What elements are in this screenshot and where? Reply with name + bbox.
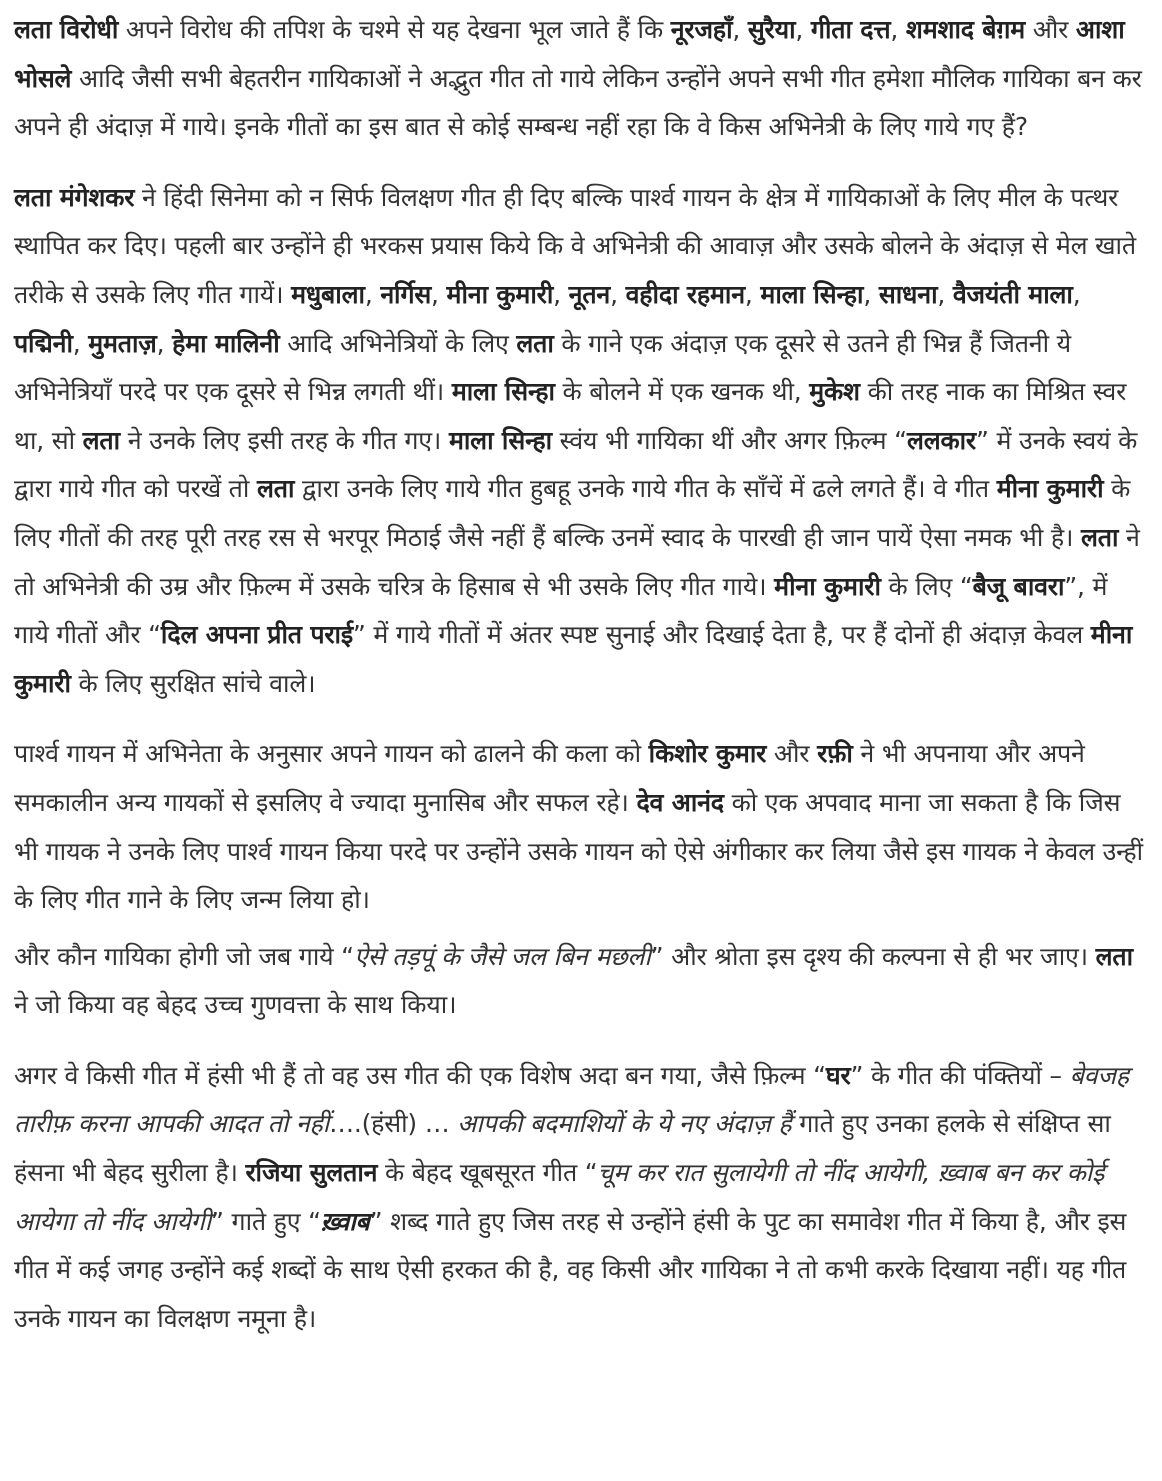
paragraph-lata-critics: [14, 6, 1148, 152]
bold-name: लता विरोधी: [14, 15, 119, 44]
bold-name: माला सिन्हा: [448, 425, 552, 455]
bold-name: मुकेश: [809, 377, 860, 407]
bold-name: हेमा मालिनी: [172, 328, 280, 358]
paragraph-playback-adaptation: [14, 730, 1148, 924]
bold-name: मीना कुमारी: [996, 474, 1104, 504]
text-run: ”, में गाये गीतों और “: [14, 571, 1108, 650]
text-run: द्वारा उनके लिए गाये गीत हुबहू उनके गाये गीत के साँचें में ढले लगते हैं। वे गीत: [294, 474, 997, 504]
italic-lyric: बेवजह तारीफ़ करना आपकी आदत तो नहीं: [14, 1060, 1129, 1139]
italic-lyric: आपकी बदमाशियों के ये नए अंदाज़ हैं: [457, 1109, 792, 1139]
bold-name: दिल अपना प्रीत पराई: [160, 620, 353, 650]
paragraph-spacer: [14, 1030, 1148, 1052]
bold-name: सुरैया: [747, 15, 796, 44]
italic-lyric: चूम कर रात सुलायेगी तो नींद आयेगी, ख़्वाब बन कर कोई आयेगा तो नींद आयेगी: [14, 1158, 1105, 1236]
text-run: के बोलने में एक खनक थी,: [554, 377, 810, 407]
text-run: के बेहद खूबसूरत गीत “: [377, 1158, 598, 1188]
bold-name: लता: [256, 474, 295, 504]
text-run: ने हिंदी सिनेमा को न सिर्फ विलक्षण गीत ही दिए बल्कि पार्श्व गायन के क्षेत्र में गायिकाओं के लिए मील के पत्थर स्थापित कर दिए। पहली बार उन्होंने ही भरकस प्रयास किये कि वे अभिनेत्री की आवाज़ और उसके बोलने के अंदाज़ से मेल खाते तरीके से उसके लिए गीत गायें।: [14, 182, 1136, 309]
bold-name: घर: [825, 1060, 851, 1090]
bold-name: माला सिन्हा: [760, 279, 864, 309]
text-run: ,: [732, 15, 748, 44]
text-run: ” में उनके स्वयं के द्वारा गाये गीत को परखें तो: [14, 425, 1138, 504]
bold-name: लता: [516, 328, 554, 358]
text-run: ,: [431, 279, 447, 309]
text-run: ने तो अभिनेत्री की उम्र और फ़िल्म में उसके चरित्र के हिसाब से भी उसके लिए गीत गाये।: [14, 522, 1140, 601]
text-run: गाते हुए उनका हलके से संक्षिप्त सा हंसना भी बेहद सुरीला है।: [14, 1109, 1111, 1188]
bold-name: वैजयंती माला: [952, 279, 1073, 309]
text-run: ने जो किया वह बेहद उच्च गुणवत्ता के साथ किया।: [14, 990, 457, 1020]
text-run: ” में गाये गीतों में अंतर स्पष्ट सुनाई और दिखाई देता है, पर हैं दोनों ही अंदाज़ केवल: [352, 620, 1091, 650]
text-run: ” शब्द गाते हुए जिस तरह से उन्होंने हंसी के पुट का समावेश गीत में किया है, और इस गीत में कई जगह उन्होंने कई शब्दों के साथ ऐसी हरकत की है, वह किसी और गायिका ने तो कभी करके दिखाया नहीं। यह गीत उनके गायन का विलक्षण नमूना है।: [14, 1206, 1127, 1333]
text-run: ,: [890, 15, 906, 44]
text-run: ,: [795, 15, 811, 44]
paragraph-spacer: [14, 708, 1148, 730]
bold-name: नूरजहाँ: [670, 15, 733, 44]
text-run: अपने विरोध की तपिश के चश्मे से यह देखना भूल जाते हैं कि: [118, 15, 671, 44]
bold-name: लता मंगेशकर: [14, 182, 135, 212]
text-run: ,: [863, 279, 879, 309]
text-run: की तरह नाक का मिश्रित स्वर था, सो: [14, 377, 1127, 455]
bold-name: लता: [1095, 941, 1133, 971]
bold-name: रजिया सुलतान: [245, 1158, 378, 1188]
bold-name: देव आनंद: [636, 787, 724, 817]
text-run: ने भी अपनाया और अपने समकालीन अन्य गायकों से इसलिए वे ज्यादा मुनासिब और सफल रहे।: [14, 739, 1085, 817]
bold-italic-word: ख़्वाब: [320, 1206, 370, 1236]
bold-name: मधुबाला: [291, 279, 365, 309]
text-run: ….(हंसी) …: [329, 1109, 458, 1139]
text-run: ,: [364, 279, 381, 309]
bold-name: लता: [1080, 522, 1119, 552]
paragraph-spacer: [14, 152, 1148, 174]
bold-name: नूतन: [568, 279, 611, 309]
bold-name: शमशाद बेग़म: [905, 15, 1026, 44]
bold-name: मीना कुमारी: [446, 279, 554, 309]
bold-name: गीता दत्त: [810, 15, 891, 44]
text-run: ” और श्रोता इस दृश्य की कल्पना से ही भर जाए।: [650, 941, 1096, 971]
text-run: ,: [610, 279, 626, 309]
paragraph-spacer: [14, 925, 1148, 933]
text-run: ,: [156, 328, 173, 358]
bold-name: किशोर कुमार: [648, 739, 767, 769]
bold-name: ललकार: [906, 425, 976, 455]
text-run: ” के गीत की पंक्तियों –: [850, 1060, 1070, 1090]
text-run: को एक अपवाद माना जा सकता है कि जिस भी गायक ने उनके लिए पार्श्व गायन किया परदे पर उन्होंने उसके गायन को ऐसे अंगीकार कर लिया जैसे इस गायक ने केवल उन्हीं के लिए गीत गाने के लिए जन्म लिया हो।: [14, 787, 1143, 915]
text-run: ” गाते हुए “: [211, 1206, 321, 1236]
text-run: के लिए “: [880, 571, 973, 601]
paragraph-laughter-in-songs: [14, 1052, 1148, 1344]
italic-lyric: ऐसे तड़पूं के जैसे जल बिन मछली: [353, 941, 651, 971]
bold-name: नर्गिस: [380, 279, 432, 309]
text-run: और कौन गायिका होगी जो जब गाये “: [14, 941, 354, 971]
text-run: ,: [1072, 279, 1081, 309]
text-run: पार्श्व गायन में अभिनेता के अनुसार अपने गायन को ढालने की कला को: [14, 739, 649, 769]
text-run: ,: [72, 328, 89, 358]
text-run: और: [1025, 15, 1076, 44]
bold-name: बैजू बावरा: [972, 571, 1065, 601]
bold-name: आशा भोसले: [14, 15, 1125, 93]
text-run: आदि अभिनेत्रियों के लिए: [279, 328, 517, 358]
text-run: ,: [937, 279, 953, 309]
bold-name: वहीदा रहमान: [625, 279, 745, 309]
text-run: और: [766, 739, 818, 769]
text-run: ,: [553, 279, 569, 309]
bold-name: साधना: [878, 279, 938, 309]
bold-name: रफ़ी: [817, 739, 853, 769]
text-run: के लिए सुरक्षित सांचे वाले।: [70, 668, 316, 698]
bold-name: पद्मिनी: [14, 328, 73, 358]
text-run: अगर वे किसी गीत में हंसी भी हैं तो वह उस गीत की एक विशेष अदा बन गया, जैसे फ़िल्म “: [14, 1060, 826, 1090]
bold-name: मुमताज़: [88, 328, 157, 358]
text-run: के गाने एक अंदाज़ एक दूसरे से उतने ही भिन्न हैं जितनी ये अभिनेत्रियाँ परदे पर एक दूसरे से भिन्न लगती थीं।: [14, 328, 1071, 407]
bold-name: लता: [82, 425, 120, 455]
bold-name: मीना कुमारी: [14, 620, 1133, 698]
text-run: के लिए गीतों की तरह पूरी तरह रस से भरपूर मिठाई जैसे नहीं हैं बल्कि उनमें स्वाद के पारखी ही जान पायें ऐसा नमक भी है।: [14, 474, 1131, 552]
text-run: आदि जैसी सभी बेहतरीन गायिकाओं ने अद्भुत गीत तो गाये लेकिन उन्होंने अपने सभी गीत हमेशा मौलिक गायिका बन कर अपने ही अंदाज़ में गाये। इनके गीतों का इस बात से कोई सम्बन्ध नहीं रहा कि वे किस अभिनेत्री के लिए गाये गए हैं?: [14, 63, 1142, 142]
text-run: स्वंय भी गायिका थीं और अगर फ़िल्म “: [551, 425, 907, 455]
bold-name: मीना कुमारी: [774, 571, 881, 601]
text-run: ,: [744, 279, 761, 309]
bold-name: माला सिन्हा: [451, 377, 555, 407]
paragraph-which-singer: [14, 933, 1148, 1030]
paragraph-lata-mangeshkar: [14, 174, 1148, 709]
text-run: ने उनके लिए इसी तरह के गीत गए।: [119, 425, 449, 455]
